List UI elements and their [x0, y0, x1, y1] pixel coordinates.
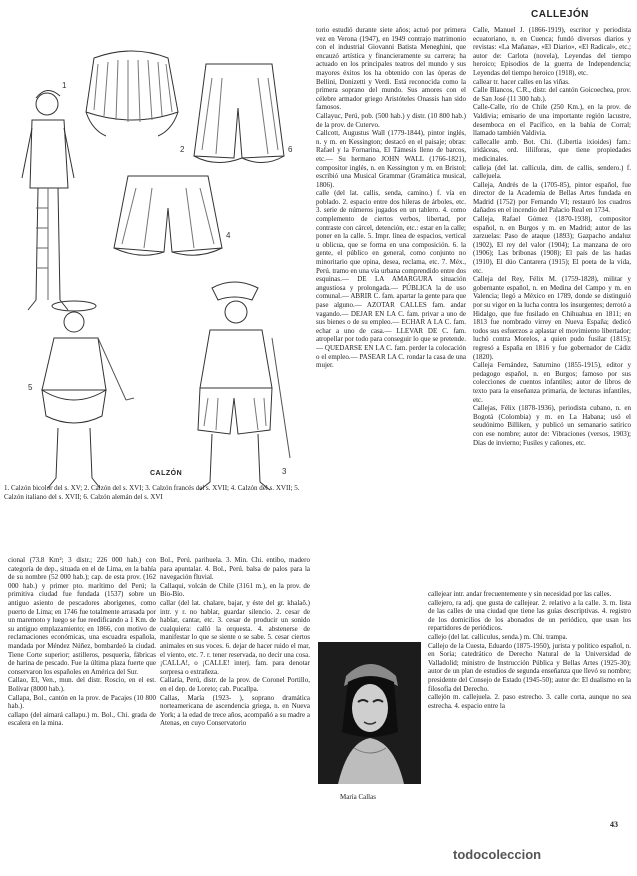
entry-callao-continued: cional (73.8 Km²; 3 distr.; 226 000 hab.) con categoría de dep., situada en el de Lima, en la bahía de su nombre (52 000 hab.); cap. de esta prov. (162 000 hab.) y primer pto. marítimo del Perú; la primitiva ciudad fue fundada (1537) sobre un antiguo asiento de pescadores aborígenes, como puerto de Lima; en 1746 fue totalmente arrasada por un maremoto y luego se fue reedificando a 1 Km. de su antiguo emplazamiento; en 1866, con motivo de reclamaciones económicas, una escuadra española, mandada por Méndez Núñez, bombardeó la ciudad. Tiene Corte superior; astilleros, pesquería, fábricas de harina de pescado. Fue la última plaza fuerte que conservaron los españoles en América del Sur.: [8, 556, 156, 676]
figure-6-drawing: [198, 282, 290, 490]
entry-callecalle: callecalle amb. Bot. Chi. (Libertia ixioides) fam.: iridáceas, ord. liliíforas, que tiene propiedades medicinales.: [473, 137, 631, 163]
watermark: todocoleccion: [453, 847, 542, 862]
entry-calle-blancos: Calle Blancos, C.R., distr. del cantón Goicoechea, prov. de San José (11 300 hab.).: [473, 86, 631, 103]
entry-callayuc: Callayuc, Perú, pob. (500 hab.) y distr. (10 800 hab.) de la prov. de Cutervo.: [316, 111, 466, 129]
entry-callas-maria: Callas, María (1923- ), soprano dramática norteamericana de ascendencia griega, n. en Nueva York; a la edad de trece años, acompañó a su madre a Atenas, en cuyo Conservatorio: [160, 693, 310, 728]
photo-caption: María Callas: [340, 793, 376, 801]
entry-callear: callear tr. hacer calles en las viñas.: [473, 77, 570, 86]
entry-callas-continued: torio estudió durante siete años; actuó por primera vez en Verona (1947), en 1949 contrajo matrimonio con el industrial Giovanni Batista Meneghini, que encauzó artística y financieramente su carrera; ha actuado en los principales teatros del mundo y sus mayores éxitos los ha obtenido con las óperas de Bellini, Donizetti y Verdi. Está reconocida como la primera soprano del mundo. Sus amores con el célebre armador griego Aristóteles Onassis han sido famosos.: [316, 26, 466, 112]
figure-number-1: 1: [62, 81, 67, 90]
right-column-bottom: [428, 590, 631, 818]
figure-caption: CALZÓN: [150, 470, 183, 477]
entry-calleja-andres: Calleja, Andrés de la (1705-85), pintor español, fue director de la Academia de Bellas Artes fundada en Madrid (1752) por Fernando VI; restauró los cuadros dañados en el incendio del Palacio Real en 1734.: [473, 180, 631, 215]
entry-calleja-del-rey: Calleja del Rey, Félix M. (1759-1828), militar y gobernante español, n. en Medina del Campo y m. en Valencia; llegó a México en 1789, donde se distinguió por su vigor en la lucha contra los insurgentes; derrotó a Hidalgo, que fue fusilado en Chihuahua en 1811; en 1813 fue nombrado virrey en Nueva España; dedicó todos sus esfuerzos a aplastar el movimiento libertador; luchó contra Morelos, a quien pudo fusilar (1815); regresó a España en 1816 y fue gobernador de Cádiz (1820).: [473, 275, 631, 361]
entry-calle-manuel: Calle, Manuel J. (1866-1919), escritor y periodista ecuatoriano, n. en Cuenca; fundó diversos diarios y revistas: «La Mañana», «El Diario», «El Radical», etc.; autor de: Carlota (novela), Leyendas del tiempo heroico; Episodios de la guerra de Independencia; Leyendas del tiempo heroico (1918), etc.: [473, 26, 631, 77]
figure-3-drawing: [194, 64, 284, 163]
portrait-drawing: [318, 642, 421, 784]
left-column-bottom: [8, 556, 156, 846]
middle-column-top: [316, 26, 466, 536]
figure-5-drawing: [42, 301, 134, 488]
entry-calleja-rafael: Calleja, Rafael Gómez (1870-1938), compositor español, n. en Burgos y m. en Madrid; autor de las zarzuelas: Paso de ataque (1893); Gazpacho andaluz (1902), El rey del valor (1904); La manzana de oro (1906); Las bribonas (1908); El país de las hadas (1910), El dúo Cantarera (1915); El poeta de la vida, etc.: [473, 215, 631, 275]
page-number: 43: [610, 820, 618, 829]
figure-number-6: 6: [288, 145, 293, 154]
running-head: CALLEJÓN: [531, 9, 589, 20]
entry-callejas-felix: Callejas, Félix (1878-1936), periodista cubano, n. en Bogotá (Colombia) y m. en La Habana; usó el seudónimo Billiken, y publicó un semanario satírico con ese nombre; autor de: Vibraciones (versos, 1903); Días de invierno; Fusiles y cañones, etc.: [473, 404, 631, 447]
entry-callapa: Callapa, Bol., cantón en la prov. de Pacajes (10 800 hab.).: [8, 693, 156, 711]
figure-number-3: 3: [282, 467, 287, 476]
middle-column-bottom: [160, 556, 310, 846]
entry-calle-calle: Calle-Calle, río de Chile (250 Km.), en la prov. de Valdivia; emisario de una importante región lacustre, desemboca en el Pacífico, en la bahía de Corral; llamado también Valdivia.: [473, 103, 631, 138]
entry-callaria: Callaría, Perú, distr. de la prov. de Coronel Portillo, en el dep. de Loreto; cab. Pucallpa.: [160, 676, 310, 693]
figure-legend: 1. Calzón bicolor del s. XV; 2. Calzón del s. XVI; 3. Calzón francés del s. XVII; 4. Calzón del s. XVII; 5. Calzón italiano del s. XVII; 6. Calzón alemán del s. XVI: [4, 484, 300, 501]
entry-calleja-fernandez: Calleja Fernández, Saturnino (1855-1915), editor y pedagogo español, n. en Burgos; famoso por sus colecciones de cuentos infantiles; autor de libros de texto para la enseñanza primaria, de lecturas infantiles, etc.: [473, 361, 631, 404]
entry-callcott: Callcott, Augustus Wall (1779-1844), pintor inglés, n. y m. en Kessington; destacó en el paisaje; obras: Rafael y la Fornarina, El Támesis lleno de barcos, etc.— Su hermano JOHN WALL (1766-1821), compositor inglés, n. en Kessington y m. en Bristol; escribió una Musical Grammar (Gramática musical, 1806).: [316, 129, 466, 189]
figure-4-drawing: [114, 176, 222, 255]
entry-callaqui: Callaqui, volcán de Chile (3161 m.), en la prov. de Bío-Bío.: [160, 581, 310, 599]
entry-callar: callar (del lat. chalare, bajar, y éste del gr. khalaõ.) intr. y r. no hablar, guardar silencio. 2. cesar de hablar, cantar, etc. 3. cesar de producir un sonido cualquiera: calló la orquesta. 4. abstenerse de manifestar lo que se siente o se sabe. 5. cesar ciertos animales en sus voces. 6. dejar de hacer ruido el mar, el viento, etc. 7. r. tener reservada, no decir una cosa. ¡CALLA!, o ¡CALLE! interj. fam. para denotar sorpresa o extrañeza.: [160, 598, 310, 676]
maria-callas-photo: [318, 642, 421, 784]
entry-calleja: calleja (del lat. calliculа, dim. de callis, sendero.) f. callejuela.: [473, 163, 631, 181]
figure-number-4: 4: [226, 231, 231, 240]
entry-callejero: callejero, ra adj. que gusta de callejear. 2. relativo a la calle. 3. m. lista de las calles de una ciudad que tiene las guías descriptivas. 4. registro de los domicilios de los abonados de un periódico, que usan los repartidores de periódicos.: [428, 598, 631, 633]
entry-callejo: callejo (del lat. calliculus, senda.) m. Chi. trampa.: [428, 632, 568, 641]
figure-number-5: 5: [28, 383, 33, 392]
right-column-top: [473, 26, 631, 582]
figure-number-2: 2: [180, 145, 185, 154]
figure-2-drawing: [86, 51, 178, 136]
entry-callao-el: Callao, El, Ven., mun. del distr. Roscio, en el est. Bolívar (8000 hab.).: [8, 676, 156, 693]
entry-callejon: callejón m. callejuela. 2. paso estrecho. 3. calle corta, aunque no sea estrecha. 4. espacio entre la: [428, 693, 631, 710]
entry-callejear: callejear intr. andar frecuentemente y sin necesidad por las calles.: [428, 590, 612, 598]
figure-1-drawing: [22, 90, 74, 310]
entry-callapo-continued: Bol., Perú. parihuela. 3. Min. Chi. entibo, madero para apuntalar. 4. Bol., Perú. balsa de palos para la navegación fluvial.: [160, 556, 310, 582]
entry-calle: calle (del lat. callis, senda, camino.) f. vía en poblado. 2. espacio entre dos hileras de árboles, etc. 3. serie de números jugados en un tablero. 4. como complemento de ciertos verbos, libertad, por contraste con cárcel, detención, etc.: estar en la calle; poner en la calle. 5. Impr. línea de espacios, vertical u oblicua, que se forma en una composición. 6. la gente, el público en general, como conjunto no minoritario que opina, desea, reclama, etc. 7. Méx., Perú. tramo en una vía urbana comprendido entre dos esquinas.— DE LA AMARGURA situación angustiosa y prolongada.— PÚBLICA la de uso comunal.— ABRIR C. fam. apartar la gente para que pase alguno.— AZOTAR CALLES fam. andar vagando.— DEJAR EN LA C. fam. privar a uno de sus bienes o de su empleo.— ECHAR A LA C. fam. echar a uno de casa.— LLEVAR DE C. fam. atropellar por todo para conseguir lo que se pretende.— QUEDARSE EN LA C. fam. perder la colocación o el empleo.— PASEAR LA C. rondar la casa de una mujer.: [316, 189, 466, 370]
entry-callejo-de-la-cuesta: Callejo de la Cuesta, Eduardo (1875-1950), jurista y político español, n. en Soria; catedrático de Derecho Natural de la Universidad de Valladolid; ministro de Instrucción Pública y Bellas Artes (1925-30); autor de un plan de estudios de segunda enseñanza que llevó su nombre; presidente del Consejo de Estado (1945-50); autor de: El dualismo en la filosofía del Derecho.: [428, 641, 631, 693]
entry-callapo: callapo (del aimará callapu.) m. Bol., Chi. grada de escalera en la mina.: [8, 710, 156, 728]
